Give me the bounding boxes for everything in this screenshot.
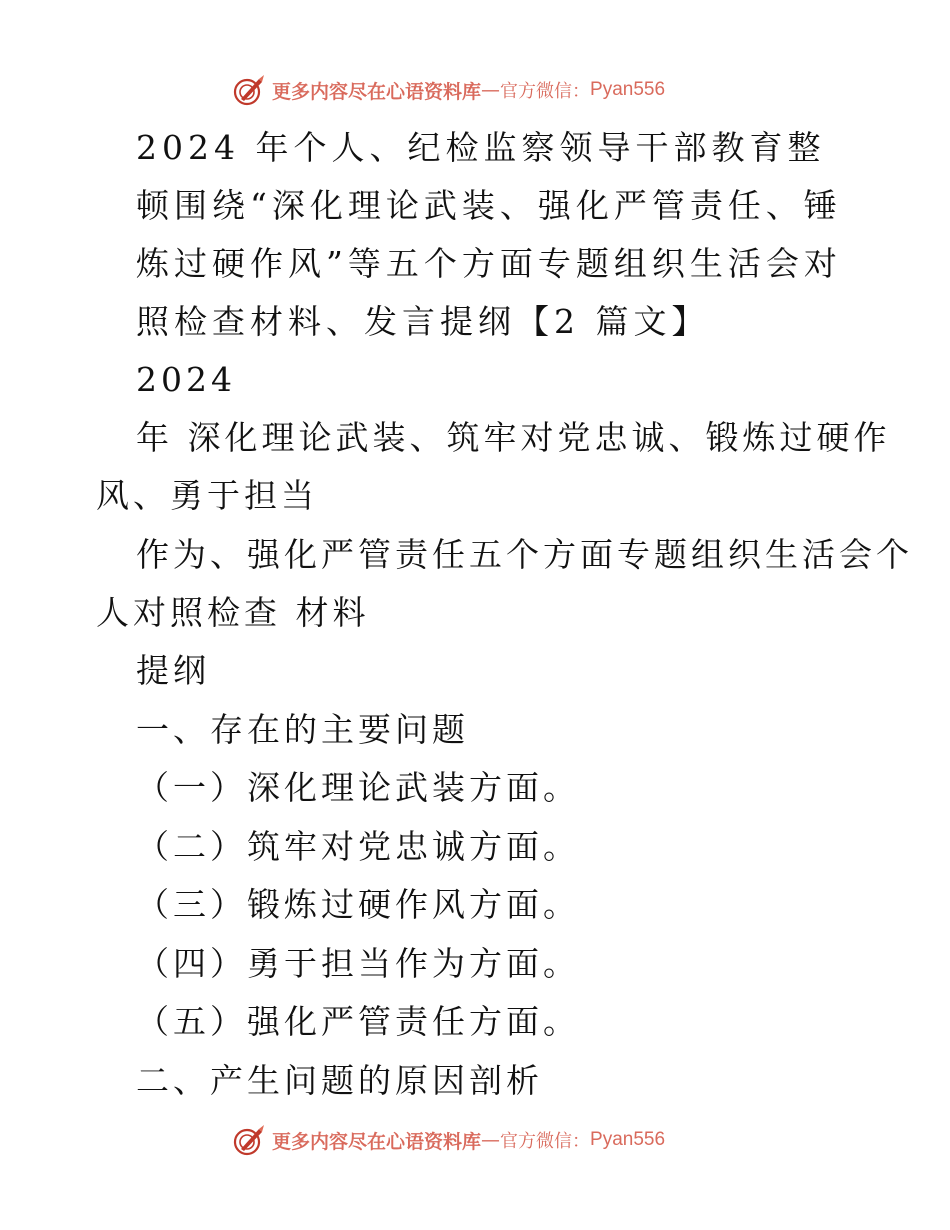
quill-pen-seal-icon <box>232 73 266 107</box>
header-watermark-wechat: Pyan556 <box>590 79 666 100</box>
list-item-5: （五）强化严管责任方面。 <box>136 1002 580 1041</box>
title-line-4: 照检查材料、发言提纲【2 篇文】 <box>136 302 710 341</box>
body-line-1: 2024 <box>136 360 236 399</box>
header-watermark-main: 更多内容尽在心语资料库 <box>272 80 482 103</box>
title-line-1: 2024 年个人、纪检监察领导干部教育整 <box>136 128 826 167</box>
title-line-2: 顿围绕“深化理论武装、强化严管责任、锤 <box>136 186 842 225</box>
section-heading-1: 一、存在的主要问题 <box>136 710 469 749</box>
footer-watermark-main: 更多内容尽在心语资料库 <box>272 1130 482 1153</box>
list-item-4: （四）勇于担当作为方面。 <box>136 944 580 983</box>
title-line-3: 炼过硬作风”等五个方面专题组织生活会对 <box>136 244 842 283</box>
list-item-2: （二）筑牢对党忠诚方面。 <box>136 827 580 866</box>
body-line-6: 提纲 <box>136 651 210 690</box>
body-line-4: 作为、强化严管责任五个方面专题组织生活会个 <box>136 535 913 574</box>
body-line-3: 风、勇于担当 <box>96 476 318 515</box>
footer-watermark-dash: — <box>481 1129 501 1151</box>
body-line-2: 年 深化理论武装、筑牢对党忠诚、锻炼过硬作 <box>136 418 891 457</box>
list-item-1: （一）深化理论武装方面。 <box>136 768 580 807</box>
body-line-5: 人对照检查 材料 <box>96 593 370 632</box>
section-heading-2: 二、产生问题的原因剖析 <box>136 1061 543 1100</box>
list-item-3: （三）锻炼过硬作风方面。 <box>136 885 580 924</box>
footer-watermark-wechat: Pyan556 <box>590 1129 666 1150</box>
header-watermark-sub: 官方微信： <box>500 81 591 102</box>
header-watermark <box>232 70 665 110</box>
quill-pen-seal-icon <box>232 1123 266 1157</box>
footer-watermark <box>232 1120 665 1160</box>
footer-watermark-sub: 官方微信： <box>500 1131 591 1152</box>
header-watermark-dash: — <box>481 79 501 101</box>
